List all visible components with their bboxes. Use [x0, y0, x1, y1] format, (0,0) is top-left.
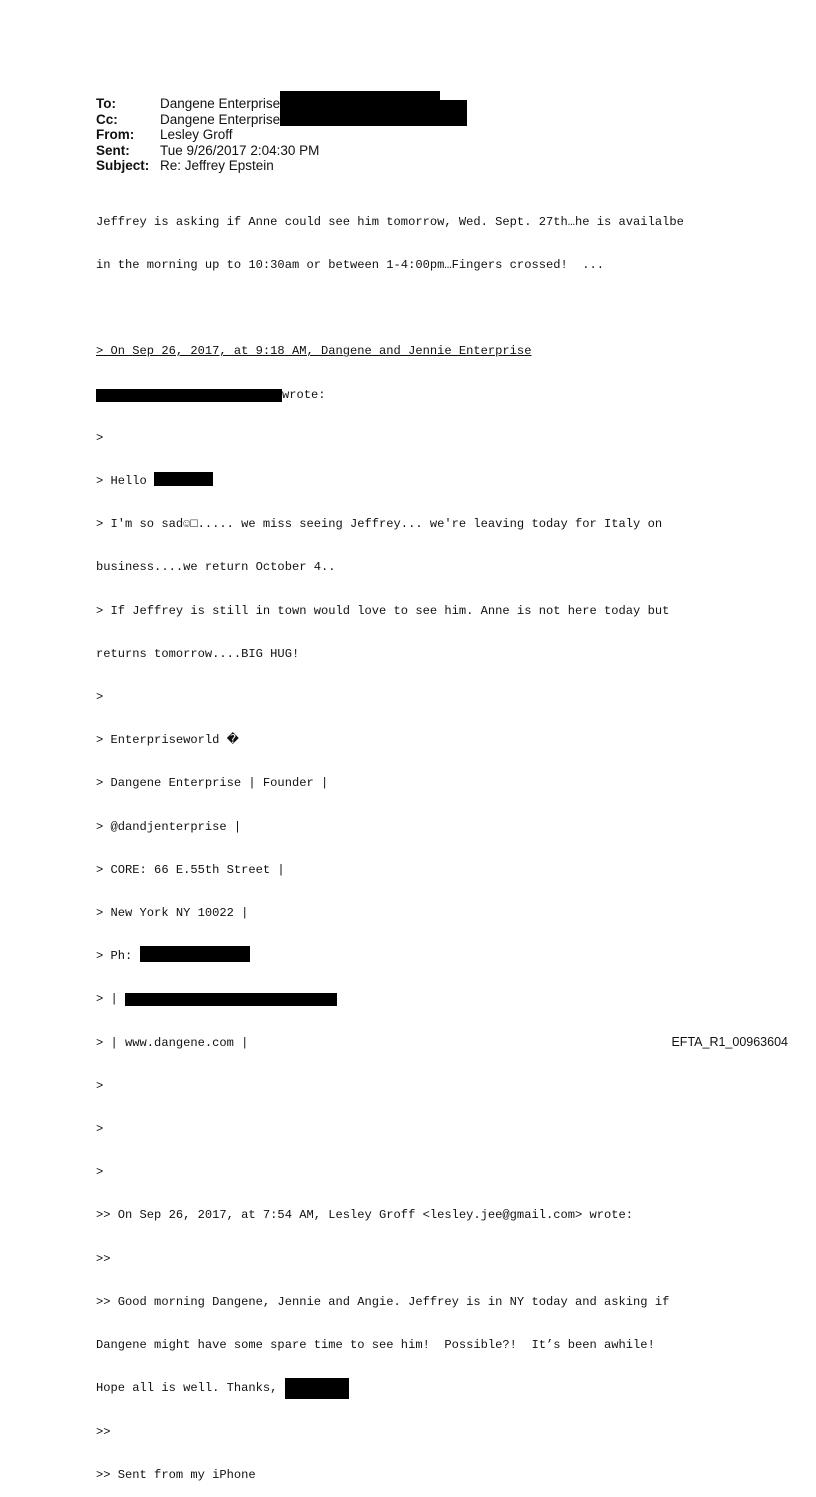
- sent-value: Tue 9/26/2017 2:04:30 PM: [160, 142, 320, 158]
- quote-line: >: [96, 1078, 104, 1093]
- subject-label: Subject:: [96, 158, 150, 173]
- reply-line: >>: [96, 1424, 111, 1439]
- quote-phone-label: > Ph:: [96, 949, 140, 964]
- from-label: From:: [96, 127, 135, 142]
- redaction-block: [125, 993, 337, 1006]
- quote-line: [96, 474, 684, 488]
- to-label: To:: [96, 96, 116, 111]
- quote-line: > Dangene Enterprise | Founder |: [96, 776, 329, 791]
- body-line: Jeffrey is asking if Anne could see him tomorrow, Wed. Sept. 27th…he is availalbe: [96, 214, 684, 229]
- reply-line: >> Good morning Dangene, Jennie and Angie. Jeffrey is in NY today and asking if: [96, 1294, 670, 1309]
- quote-line: > @dandjenterprise |: [96, 819, 242, 834]
- document-id: EFTA_R1_00963604: [671, 1035, 788, 1049]
- quote-wrote: wrote:: [282, 387, 326, 402]
- quote-line: >: [96, 1165, 104, 1180]
- from-value: Lesley Groff: [160, 127, 233, 142]
- quote-line: > I'm so sad☺□..... we miss seeing Jeffrey... we're leaving today for Italy on: [96, 517, 663, 532]
- quote-line: > | www.dangene.com |: [96, 1035, 249, 1050]
- quote-line: >: [96, 1122, 104, 1137]
- cc-name: Dangene Enterprise: [160, 111, 281, 127]
- quote-line: [96, 388, 684, 402]
- redaction-block: [96, 389, 282, 402]
- sent-label: Sent:: [96, 142, 130, 158]
- reply-line: >> On Sep 26, 2017, at 7:54 AM, Lesley Groff <lesley.jee@gmail.com> wrote:: [96, 1208, 634, 1223]
- to-name: Dangene Enterprise: [160, 96, 281, 111]
- redaction-block: [285, 1378, 349, 1399]
- subject-value: Re: Jeffrey Epstein: [160, 158, 274, 173]
- redaction-block: [154, 472, 213, 486]
- quote-pipe: > |: [96, 992, 126, 1007]
- quote-line: [96, 992, 684, 1006]
- reply-line: Dangene might have some spare time to see him! Possible?! It’s been awhile!: [96, 1338, 655, 1353]
- reply-line: >> Sent from my iPhone: [96, 1467, 256, 1482]
- quote-line: returns tomorrow....BIG HUG!: [96, 646, 300, 661]
- quote-line: [96, 949, 684, 963]
- reply-thanks: Hope all is well. Thanks,: [96, 1381, 285, 1396]
- reply-line: [96, 1381, 684, 1395]
- cc-value: [160, 112, 467, 128]
- quote-line: > On Sep 26, 2017, at 9:18 AM, Dangene and Jennie Enterprise: [96, 344, 532, 359]
- blank-line: [96, 301, 684, 315]
- quote-line: > If Jeffrey is still in town would love to see him. Anne is not here today but: [96, 603, 670, 618]
- quote-hello: > Hello: [96, 474, 155, 489]
- quote-line: > Enterpriseworld �: [96, 733, 240, 748]
- reply-line: >>: [96, 1251, 111, 1266]
- cc-label: Cc:: [96, 111, 118, 127]
- quote-line: >: [96, 430, 104, 445]
- redaction-block: [280, 100, 467, 126]
- email-body: [96, 186, 684, 1497]
- quote-line: business....we return October 4..: [96, 560, 336, 575]
- quote-line: >: [96, 690, 104, 705]
- redaction-block: [140, 946, 250, 962]
- body-line: in the morning up to 10:30am or between 1-4:00pm…Fingers crossed! ...: [96, 258, 605, 273]
- quote-line: > CORE: 66 E.55th Street |: [96, 862, 285, 877]
- quote-line: > New York NY 10022 |: [96, 906, 249, 921]
